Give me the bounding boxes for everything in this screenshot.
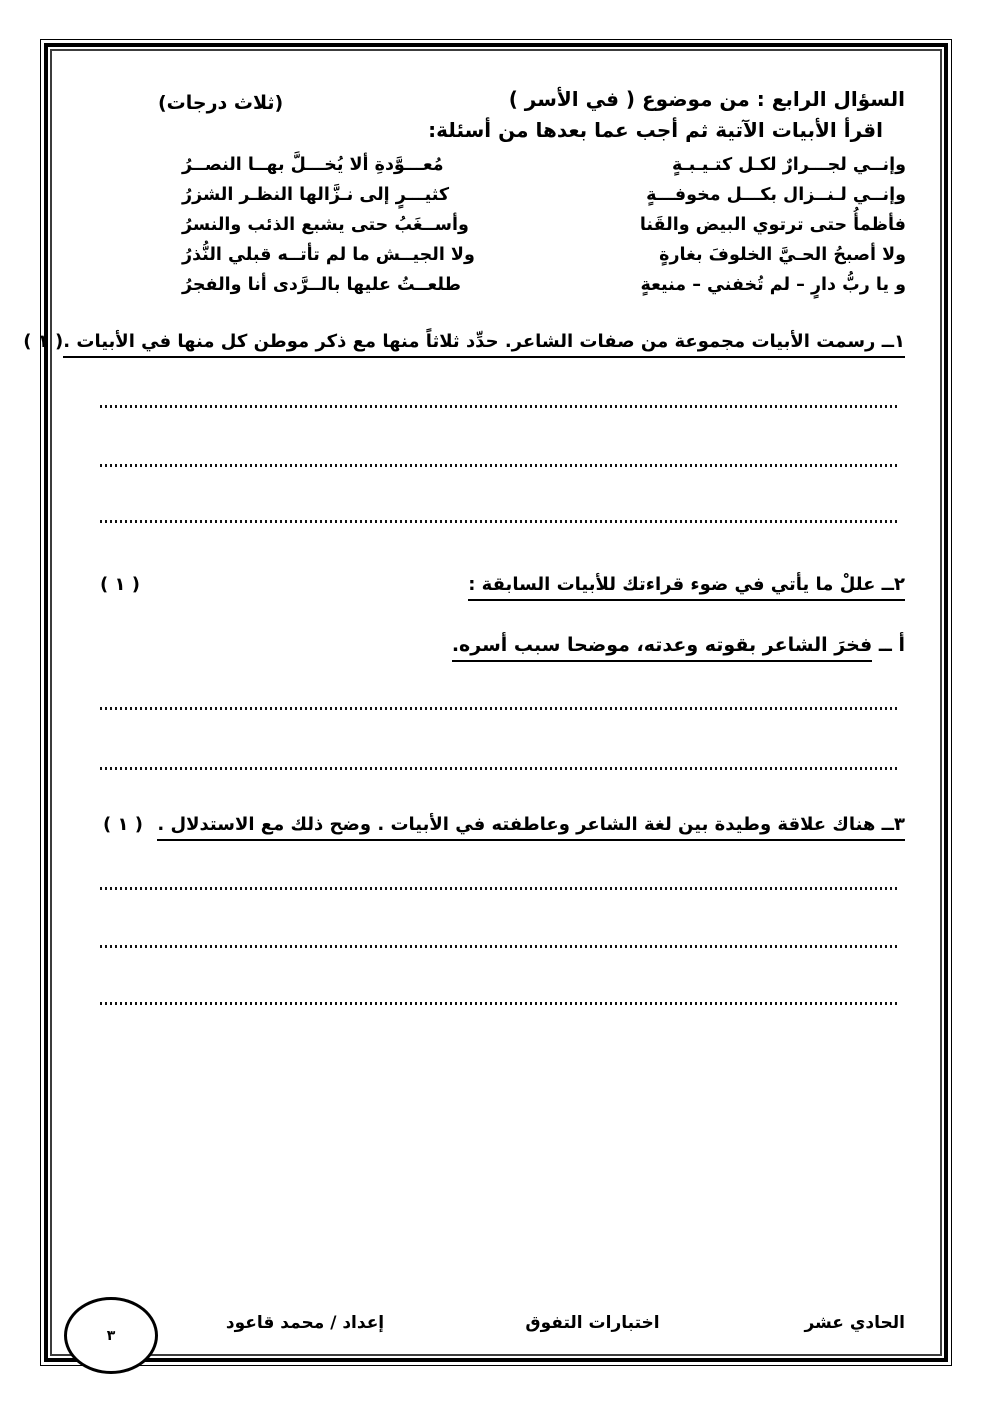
marks-note: (ثلاث درجات) — [158, 92, 284, 114]
question-2a-text: فخرَ الشاعر بقوته وعدته، موضحا سبب أسره. — [452, 634, 872, 662]
question-1-text: ١ــ رسمت الأبيات مجموعة من صفات الشاعر. حدِّد ثلاثاً منها مع ذكر موطن كل منها في الأبيات . — [63, 331, 905, 358]
page-number: ٣ — [106, 1327, 116, 1344]
first-hemistich: ولا أصبحُ الحـيَّ الخلوفَ بغارةٍ — [659, 245, 906, 265]
answer-line — [100, 520, 897, 523]
first-hemistich: وإنــي لـنــزال بكـــل مخوفـــةٍ — [646, 185, 906, 205]
first-hemistich: فأظمأُ حتى ترتوي البيض والقَنا — [639, 215, 906, 235]
question-3-text: ٣ــ هناك علاقة وطيدة بين لغة الشاعر وعاطفته في الأبيات . وضح ذلك مع الاستدلال . — [157, 814, 905, 841]
second-hemistich: طلعــتُ عليها بالــرَّدى أنا والفجرُ — [182, 275, 461, 295]
question-1 — [23, 331, 905, 358]
question-3-marks: ( ١ ) — [103, 814, 143, 835]
verse-row — [182, 270, 906, 300]
second-hemistich: كثيـــرٍ إلى نـزَّالها النظـر الشزرُ — [182, 185, 450, 205]
footer-grade: الحادي عشر — [804, 1313, 905, 1333]
page-number-oval — [64, 1297, 158, 1374]
question-2-marks: ( ١ ) — [100, 574, 140, 595]
first-hemistich: وإنــي لجـــرارٌ لكـل كتـيـبـةٍ — [672, 155, 906, 175]
question-2 — [100, 574, 905, 601]
instruction-text: اقرأ الأبيات الآتية ثم أجب عما بعدها من أسئلة: — [428, 118, 883, 142]
verse-row — [182, 180, 906, 210]
answer-line — [100, 767, 897, 770]
answer-line — [100, 887, 897, 890]
question-2a — [452, 634, 905, 656]
question-2-text: ٢ــ عللْ ما يأتي في ضوء قراءتك للأبيات السابقة : — [468, 574, 905, 601]
question-title: السؤال الرابع : من موضوع ( في الأسر ) — [508, 87, 905, 111]
verse-row — [182, 150, 906, 180]
answer-line — [100, 945, 897, 948]
second-hemistich: مُعـــوَّدةِ ألا يُخـــلَّ بهــا النصــرُ — [182, 155, 444, 175]
footer-author: إعداد / محمد قاعود — [225, 1313, 385, 1333]
question-header-block — [428, 84, 905, 146]
second-hemistich: وأســغَبُ حتى يشبع الذئب والنسرُ — [182, 215, 469, 235]
question-3 — [103, 814, 905, 841]
answer-line — [100, 707, 897, 710]
answer-line — [100, 1002, 897, 1005]
footer-series: اختبارات التفوق — [525, 1313, 660, 1333]
verse-row — [182, 240, 906, 270]
answer-line — [100, 405, 897, 408]
poem — [182, 150, 906, 300]
second-hemistich: ولا الجيــش ما لم تأتــه قبلي النُّذرُ — [182, 245, 475, 265]
verse-row — [182, 210, 906, 240]
first-hemistich: و يا ربُّ دارٍ – لم تُخفني – منيعةٍ — [640, 275, 906, 295]
question-2a-prefix: أ ــ — [872, 634, 905, 656]
question-1-marks: ( ١ ) — [23, 331, 64, 352]
answer-line — [100, 464, 897, 467]
